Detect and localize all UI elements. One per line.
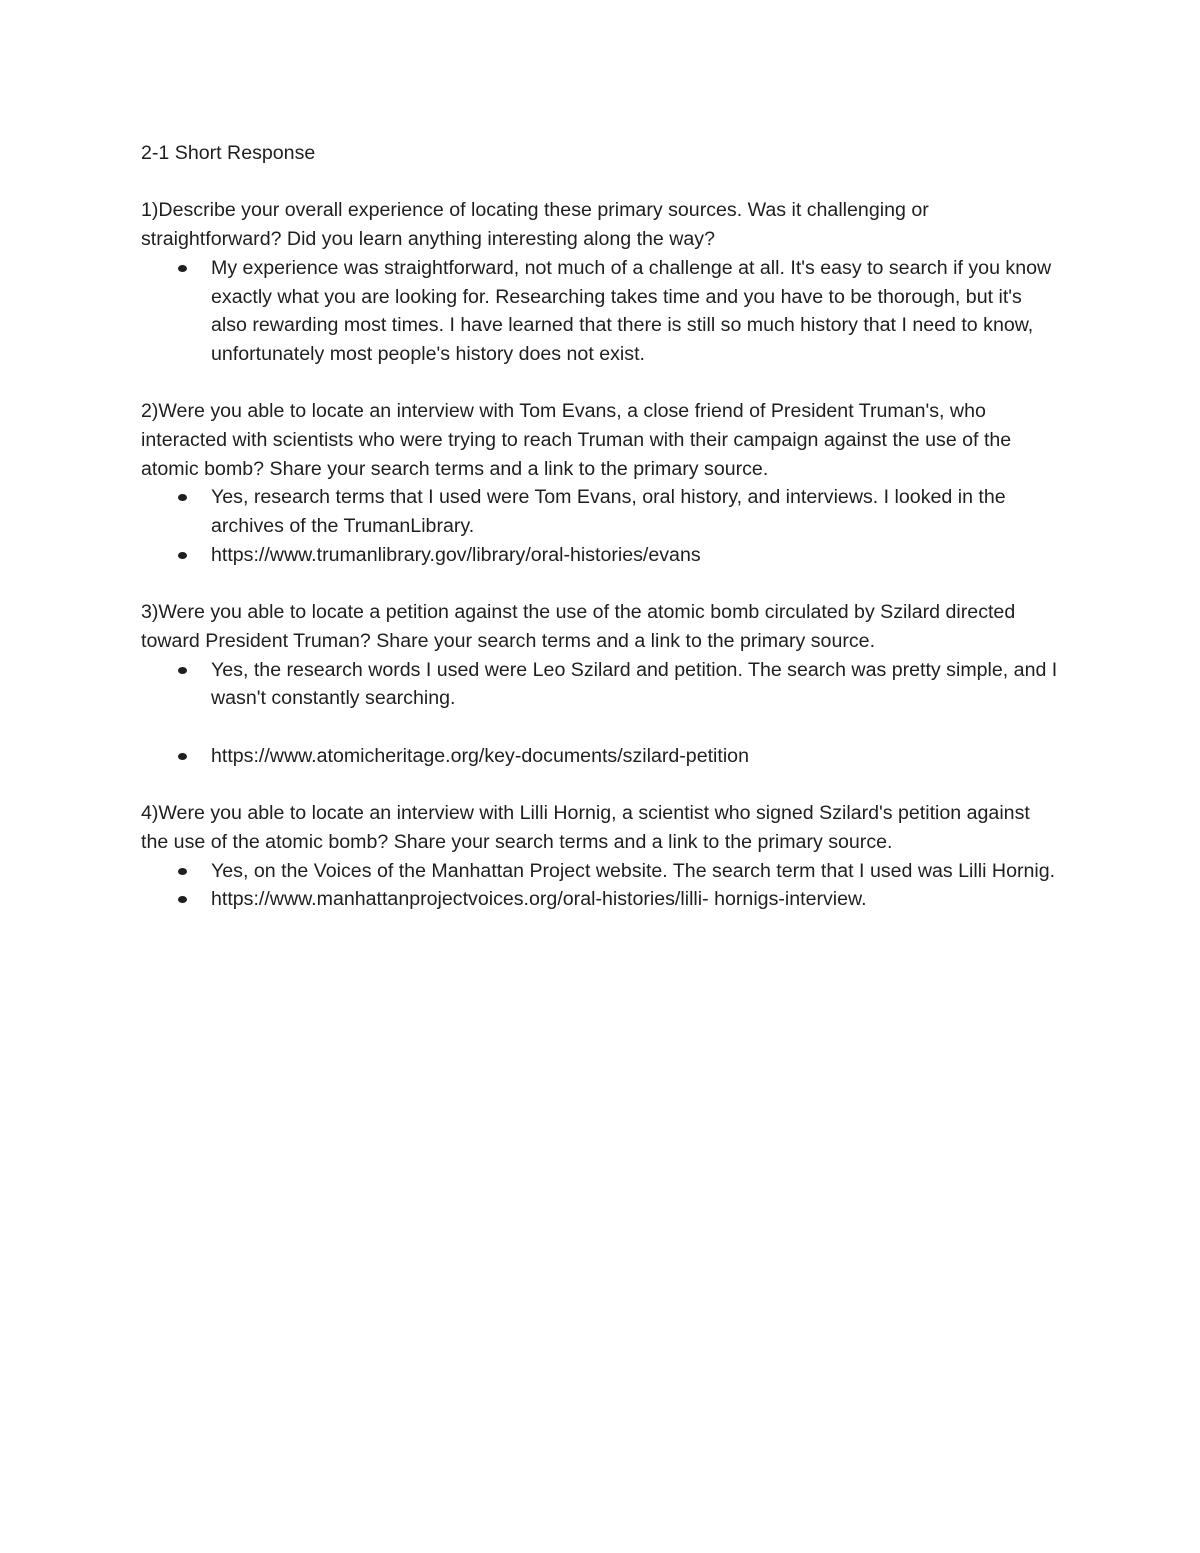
answer-link-text: https://www.trumanlibrary.gov/library/oral-histories/evans [211, 543, 701, 566]
answer-item [141, 742, 1061, 771]
answer-list-2 [141, 483, 1061, 569]
answer-list-3 [141, 656, 1061, 771]
question-2: 2)Were you able to locate an interview with Tom Evans, a close friend of President Truman's, who interacted with scientists who were trying to reach Truman with their campaign against the use of the atomic bomb? Share your search terms and a link to the primary source. [141, 400, 1012, 480]
answer-item [141, 483, 1061, 540]
answer-item [141, 885, 1061, 914]
bullet-icon [178, 667, 187, 674]
answer-item [141, 254, 1061, 369]
answer-item [141, 656, 1061, 713]
question-1: 1)Describe your overall experience of locating these primary sources. Was it challenging or straightforward? Did you learn anything interesting along the way? [141, 199, 929, 251]
question-4: 4)Were you able to locate an interview with Lilli Hornig, a scientist who signed Szilard's petition against the use of the atomic bomb? Share your search terms and a link to the primary source. [141, 802, 1030, 853]
bullet-icon [178, 265, 187, 272]
answer-text: Yes, the research words I used were Leo Szilard and petition. The search was pretty simple, and I wasn't constantly searching. [211, 658, 1058, 710]
bullet-icon [178, 494, 187, 501]
bullet-icon [178, 753, 187, 760]
answer-link-text: https://www.manhattanprojectvoices.org/oral-histories/lilli- hornigs-interview. [211, 888, 867, 911]
document-title: 2-1 Short Response [141, 142, 316, 164]
bullet-icon [178, 896, 187, 903]
answer-text: Yes, research terms that I used were Tom Evans, oral history, and interviews. I looked in the archives of the TrumanLibrary. [211, 486, 1006, 538]
bullet-icon [178, 552, 187, 559]
answer-list-1 [141, 254, 1061, 369]
document-page [141, 139, 1061, 943]
answer-item [141, 857, 1061, 886]
answer-list-4 [141, 857, 1061, 914]
answer-text: Yes, on the Voices of the Manhattan Project website. The search term that I used was Lilli Hornig. [211, 859, 1056, 882]
answer-link-text: https://www.atomicheritage.org/key-documents/szilard-petition [211, 744, 749, 767]
question-3: 3)Were you able to locate a petition against the use of the atomic bomb circulated by Szilard directed toward President Truman? Share your search terms and a link to the primary source. [141, 601, 1016, 652]
answer-item [141, 541, 1061, 570]
bullet-icon [178, 868, 187, 875]
answer-text: My experience was straightforward, not much of a challenge at all. It's easy to search if you know exactly what you are looking for. Researching takes time and you have to be thorough, but it's also rewarding most times. I have learned that there is still so much history that I need to know, unfortunately most people's history does not exist. [211, 256, 1052, 365]
